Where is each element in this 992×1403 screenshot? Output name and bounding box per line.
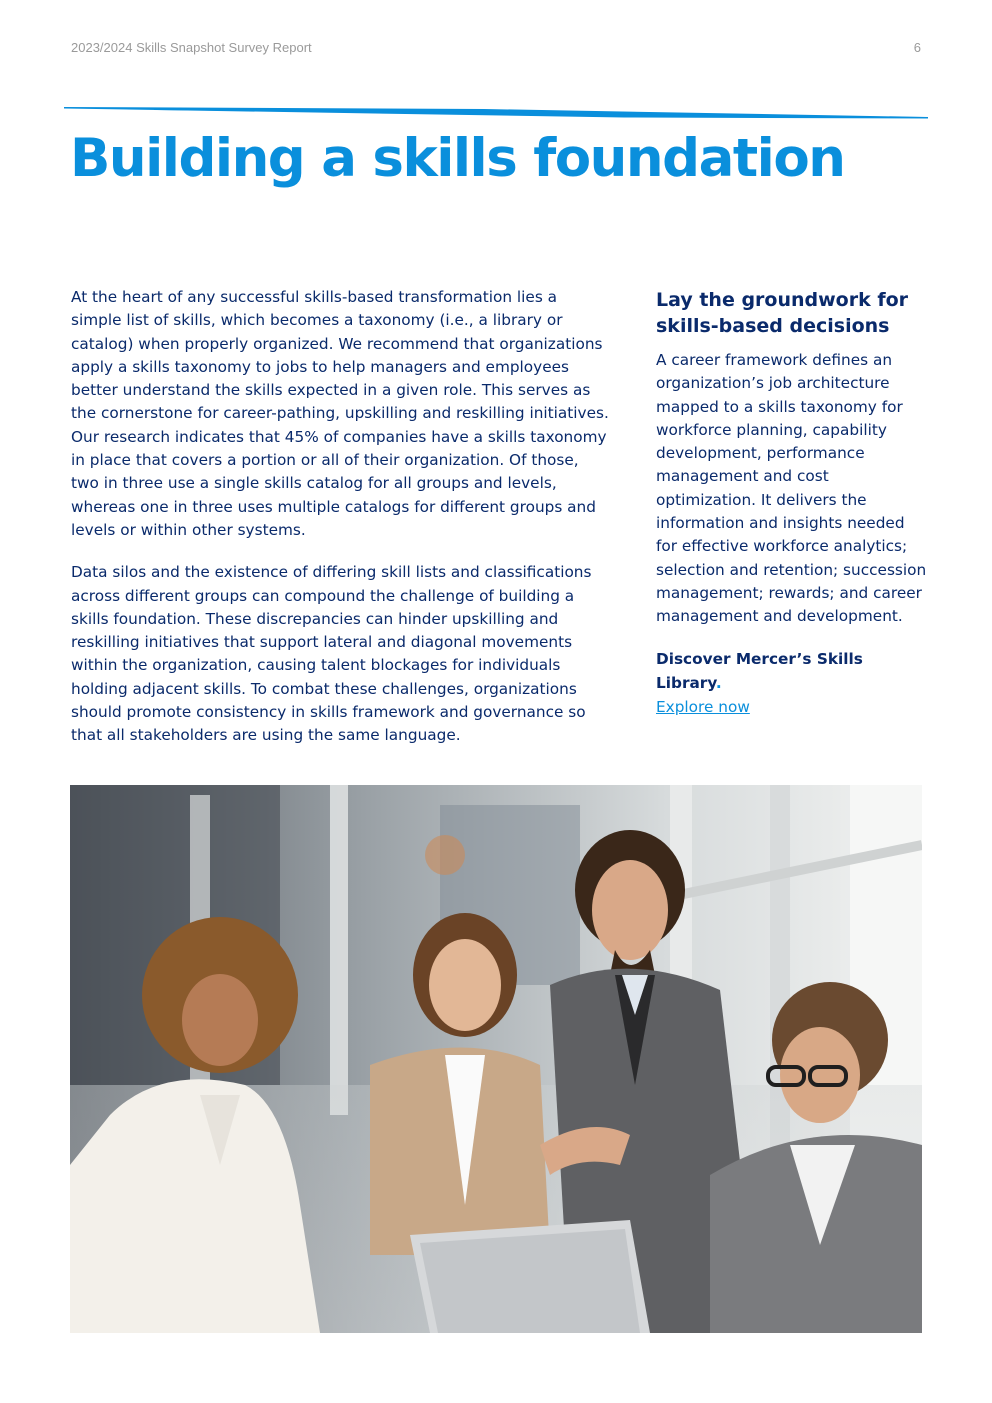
- sidebar: [656, 287, 928, 719]
- main-column: [71, 286, 611, 767]
- body-paragraph-2: Data silos and the existence of differing skill lists and classifications across different groups can compound the challenge of building a skills foundation. These discrepancies can hinder upskilling and reskilling initiatives that support lateral and diagonal movements within the organization, causing talent blockages for individuals holding adjacent skills. To combat these challenges, organizations should promote consistency in skills framework and governance so that all stakeholders are using the same language.: [71, 563, 592, 745]
- team-meeting-photo: [70, 785, 922, 1333]
- report-title: 2023/2024 Skills Snapshot Survey Report: [71, 40, 312, 55]
- body-paragraph-1: At the heart of any successful skills-based transformation lies a simple list of skills, which becomes a taxonomy (i.e., a library or catalog) when properly organized. We recommend that organizations apply a skills taxonomy to jobs to help managers and employees better understand the skills expected in a given role. This serves as the cornerstone for career-pathing, upskilling and reskilling initiatives. Our research indicates that 45% of companies have a skills taxonomy in place that covers a portion or all of their organization. Of those, two in three use a single skills catalog for all groups and levels, whereas one in three uses multiple catalogs for different groups and levels or within other systems.: [71, 288, 609, 539]
- discover-label: Discover Mercer’s Skills Library: [656, 649, 863, 692]
- discover-callout: [656, 647, 928, 719]
- page-number: 6: [913, 40, 921, 55]
- page-title: Building a skills foundation: [70, 128, 845, 189]
- discover-punct: .: [715, 673, 722, 692]
- explore-now-link[interactable]: Explore now: [656, 697, 750, 716]
- running-header: [71, 40, 921, 55]
- brush-stroke-rule: [64, 104, 928, 122]
- sidebar-title: Lay the groundwork for skills-based decisions: [656, 289, 909, 337]
- sidebar-body: A career framework defines an organization’s job architecture mapped to a skills taxonomy for workforce planning, capability development, performance management and cost optimization. It delivers the information and insights needed for effective workforce analytics; selection and retention; succession management; rewards; and career management and development.: [656, 351, 927, 626]
